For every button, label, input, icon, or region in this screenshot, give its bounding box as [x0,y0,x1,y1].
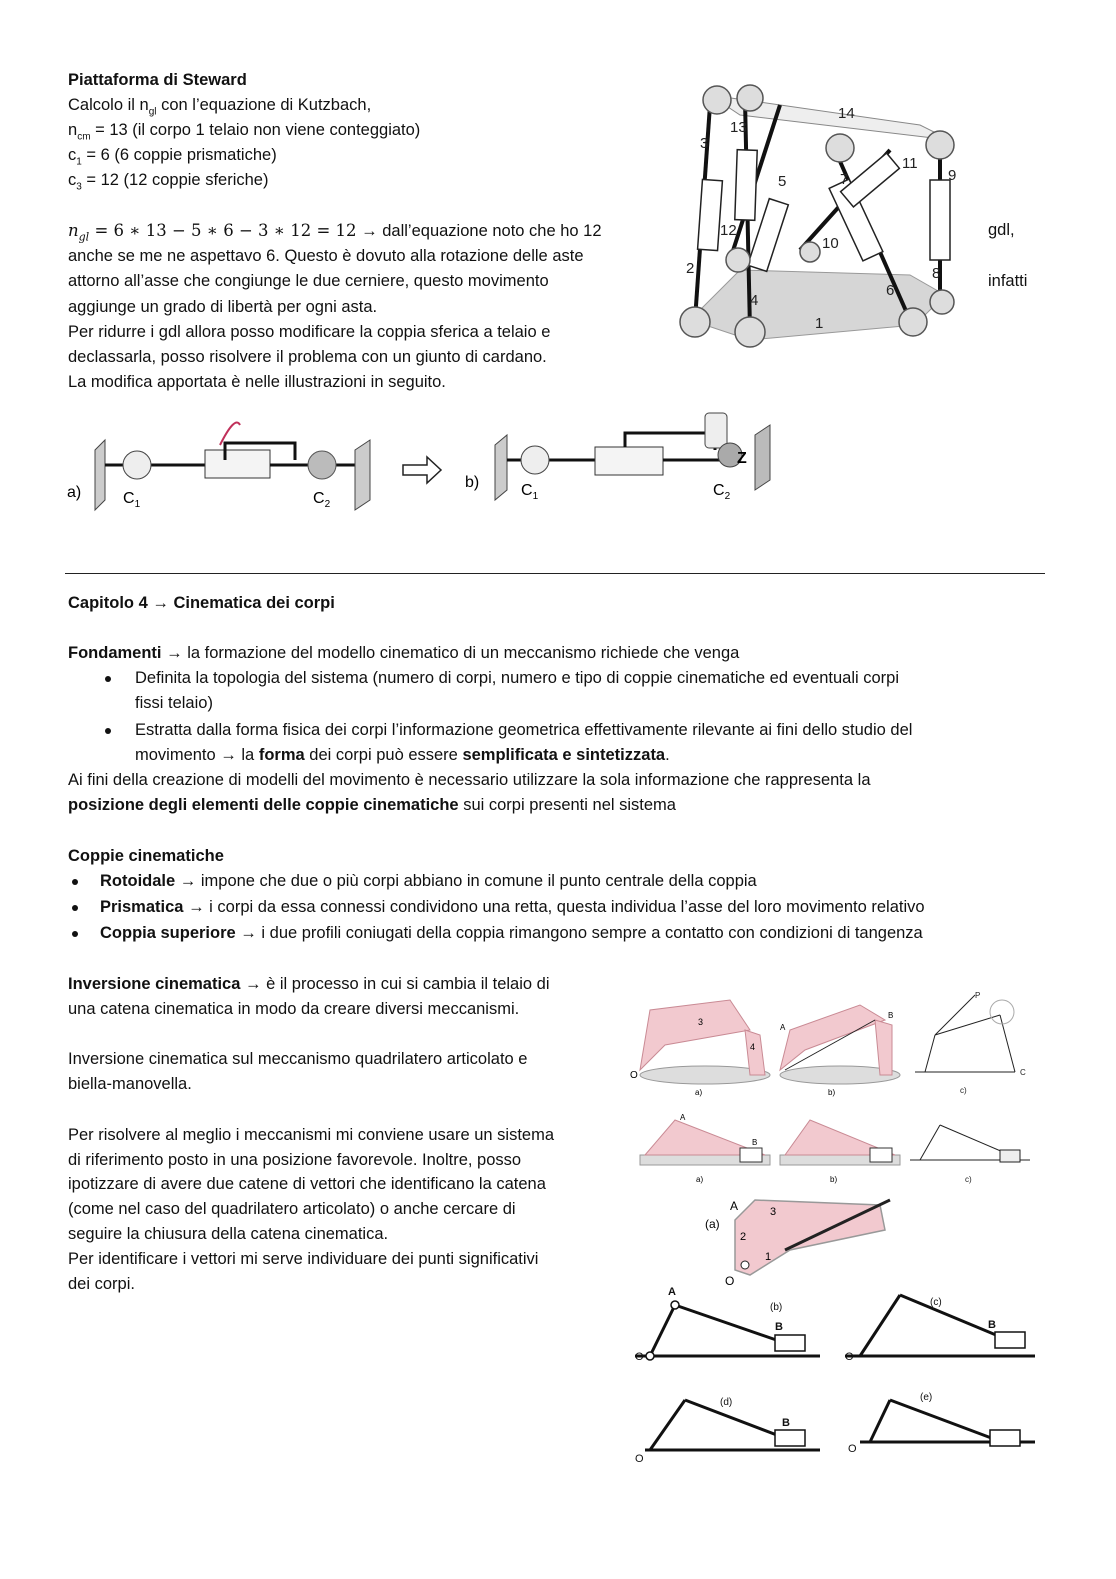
svg-text:B: B [988,1319,996,1331]
svg-text:c): c) [960,1086,967,1095]
steward-line-3: $c_1 = 6$ (6 coppie prismatiche) [68,146,277,168]
bullet-1-line-1: Definita la topologia del sistema (numero di corpi, numero e tipo di coppie cinematiche ed eventuali corpi [135,669,900,687]
svg-text:O: O [635,1453,644,1465]
coppia-rotoidale: Rotoidale → impone che due o più corpi abbiano in comune il punto centrale della coppia [100,872,757,890]
inversione-line-1: Inversione cinematica → è il processo in cui si cambia il telaio di [68,975,550,993]
platform-label-3: 3 [700,135,709,152]
bullet-2-line-1: Estratta dalla forma fisica dei corpi l’informazione geometrica effettivamente rilevante ai fini dello studio del [135,721,913,739]
steward-line-7: attorno all’asse che congiunge le due cerniere, questo movimento [68,272,549,290]
paragraph-1-line-2: posizione degli elementi delle coppie cinematiche sui corpi presenti nel sistema [68,796,676,814]
slidercrank-c [910,1125,1030,1184]
svg-text:B: B [888,1011,894,1020]
prismatic-b [595,447,663,475]
svg-text:(d): (d) [720,1397,733,1408]
svg-text:(c): (c) [930,1297,942,1308]
platform-label-12: 12 [720,222,737,239]
platform-label-11: 11 [902,155,918,172]
svg-text:a): a) [696,1175,704,1184]
svg-text:B: B [752,1138,758,1147]
inversion-e [848,1392,1035,1455]
steward-line-9: Per ridurre i gdl allora posso modificare la coppia sferica a telaio e [68,323,551,341]
slidercrank-a [640,1113,770,1184]
platform-label-4: 4 [750,292,759,309]
svg-text:O: O [848,1443,857,1455]
bullet-dot [72,879,78,885]
label-c1-a: $C_1$ [123,490,141,510]
svg-text:b): b) [830,1175,838,1184]
inversione-line-3: Inversione cinematica sul meccanismo quadrilatero articolato e [68,1050,528,1068]
bullet-1-line-2: fissi telaio) [135,694,213,712]
svg-text:(a): (a) [705,1217,720,1231]
gdl-word: gdl, [988,221,1015,239]
prismatic-a [205,450,270,478]
inversione-line-8: (come nel caso del quadrilatero articolato) o anche cercare di [68,1200,516,1218]
bullet-dot [105,676,111,682]
svg-text:O: O [630,1070,638,1081]
joint-c1-b [521,446,549,474]
svg-text:3: 3 [698,1017,704,1027]
platform-label-8: 8 [932,265,941,282]
fourbar-a [630,1000,770,1097]
svg-text:O: O [635,1351,644,1363]
svg-text:3: 3 [770,1206,777,1218]
svg-text:B: B [775,1321,783,1333]
svg-text:O: O [845,1351,854,1363]
joint-c2-a [308,451,336,479]
steward-line-6: anche se me ne aspettavo 6. Questo è dovuto alla rotazione delle aste [68,247,584,265]
svg-text:P: P [975,991,981,1000]
steward-line-10: declassarla, posso risolvere il problema con un giunto di cardano. [68,348,547,366]
slidercrank-b [780,1120,900,1184]
joint-c1-a [123,451,151,479]
svg-text:1: 1 [765,1251,772,1263]
steward-line-2: $n_{cm} = 13$ (il corpo 1 telaio non viene conteggiato) [68,121,421,143]
steward-line-8: aggiunge un grado di libertà per ogni asta. [68,298,378,316]
joint-modification-figure [65,405,785,515]
steward-platform-figure [670,70,970,360]
platform-label-6: 6 [886,282,895,299]
wall-left-a [95,440,105,510]
inversione-line-2: una catena cinematica in modo da creare diversi meccanismi. [68,1000,520,1018]
mechanism-figure [630,990,1050,1470]
cardan-block [705,413,727,448]
inversione-line-11: dei corpi. [68,1275,135,1293]
platform-label-10: 10 [822,235,839,252]
steward-line-4: $c_3 = 12$ (12 coppie sferiche) [68,171,269,193]
infatti-word: infatti [988,272,1028,290]
inversione-line-9: seguire la chiusura della catena cinematica. [68,1225,389,1243]
platform-label-7: 7 [840,171,849,188]
coppie-title: Coppie cinematiche [68,847,224,865]
svg-text:a): a) [695,1088,703,1097]
platform-label-2: 2 [686,260,695,277]
inversione-line-7: ipotizzare di avere due catene di vettori che identificano la catena [68,1175,546,1193]
bullet-2-line-2: movimento → la forma dei corpi può essere semplificata e sintetizzata. [135,746,670,764]
svg-text:O: O [725,1274,735,1288]
steward-title: Piattaforma di Steward [68,71,247,89]
fourbar-c [915,991,1026,1095]
platform-label-9: 9 [948,167,957,184]
svg-text:(e): (e) [920,1392,933,1403]
platform-label-14: 14 [838,105,855,122]
section-divider [65,573,1045,574]
fondamenti-line: Fondamenti → la formazione del modello cinematico di un meccanismo richiede che venga [68,644,740,662]
platform-label-13: 13 [730,119,747,136]
bullet-dot [105,728,111,734]
label-c2-b: $C_2$ [713,482,731,502]
label-c2-a: $C_2$ [313,490,331,510]
slidercrank-big-a [705,1199,890,1288]
inversione-line-4: biella-manovella. [68,1075,192,1093]
platform-label-1: 1 [815,315,824,332]
formula-line: $n_{gl} = 6$ ∗ 13 − 5 ∗ 6 − 3 ∗ 12 = 12 → dall’equazione noto che ho 12 [68,221,602,244]
bullet-dot [72,931,78,937]
bullet-dot [72,905,78,911]
label-z: Z [737,450,747,467]
svg-text:A: A [730,1199,739,1213]
svg-text:4: 4 [750,1042,756,1052]
inversion-c [845,1295,1035,1363]
inversione-line-10: Per identificare i vettori mi serve individuare dei punti significativi [68,1250,539,1268]
svg-text:(b): (b) [770,1302,783,1313]
svg-text:2: 2 [740,1231,747,1243]
svg-text:A: A [780,1023,786,1032]
svg-text:c): c) [965,1175,972,1184]
coppia-prismatica: Prismatica → i corpi da essa connessi condividono una retta, questa individua l’asse del loro movimento relativo [100,898,925,916]
inversione-line-5: Per risolvere al meglio i meccanismi mi conviene usare un sistema [68,1126,555,1144]
paragraph-1-line-1: Ai fini della creazione di modelli del movimento è necessario utilizzare la sola informazione che rappresenta la [68,771,871,789]
svg-text:A: A [668,1286,676,1298]
coppia-superiore: Coppia superiore → i due profili coniugati della coppia rimangono sempre a contatto con condizioni di tangenza [100,924,923,942]
inversion-d [635,1397,820,1465]
svg-text:b): b) [828,1088,836,1097]
svg-text:B: B [782,1417,790,1429]
caption-b: b) [465,474,480,491]
svg-text:C: C [1020,1068,1026,1077]
chapter-title: Capitolo 4 → Cinematica dei corpi [68,594,335,612]
fourbar-b [780,1005,900,1097]
inversion-b [635,1286,820,1363]
caption-a: a) [67,484,82,501]
label-c1-b: $C_1$ [521,482,539,502]
steward-line-11: La modifica apportata è nelle illustrazioni in seguito. [68,373,446,391]
transform-arrow [403,457,441,483]
svg-text:A: A [680,1113,686,1122]
inversione-line-6: di riferimento posto in una posizione favorevole. Inoltre, posso [68,1151,522,1169]
platform-label-5: 5 [778,173,787,190]
steward-line-1: Calcolo il $n_{gl}$ con l’equazione di Kutzbach, [68,96,372,118]
